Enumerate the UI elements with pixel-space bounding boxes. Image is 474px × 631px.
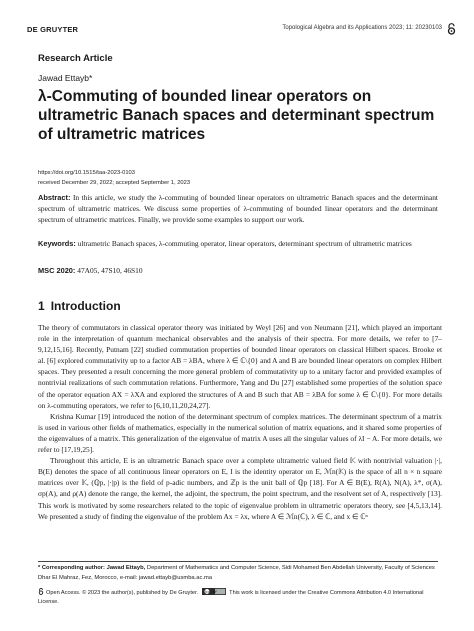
license-note bbox=[38, 588, 438, 607]
abstract-label: Abstract: bbox=[38, 193, 71, 202]
introduction-body bbox=[38, 322, 442, 522]
paragraph: The theory of commutators in classical operator theory was initiated by Weyl [26] and von Neumann [21], which played an important role in the interpretation of quantum mechanical observables and the analysis of their spectra. For more details, we refer to [7–9,12,15,16]. Recently, Putnam [22] studied commutation properties of bounded linear operators on classical Hilbert spaces. Brooke et al. [6] explored commutativity up to a factor AB = λBA, where λ ∈ ℂ\{0} and A and B are bounded linear operators on complex Hilbert spaces. They presented a result concerning the more general problem of commutativity up to a unitary factor and provided examples of nontrivial realizations of such commutation relations. Furthermore, Yang and Du [27] established some properties of the solution space of the operator equation AX = λXA and explored the structures of A and B such that AB = λBA for some λ ∈ ℂ\{0}. For more details on λ-commuting operators, we refer to [6,10,11,20,24,27]. bbox=[38, 323, 442, 410]
msc-codes bbox=[38, 265, 143, 276]
keywords-label: Keywords: bbox=[38, 239, 76, 248]
section-title: Introduction bbox=[50, 299, 121, 313]
paragraph: Throughout this article, E is an ultrametric Banach space over a complete ultrametric valued field 𝕂 with nontrivial valuation |·|, B(E) denotes the space of all continuous linear operators on E, I is the identity operator on E, ℳn(𝕂) is the space of all n × n square matrices over 𝕂, (ℚp, |·|p) is the field of p-adic numbers, and ℤp is the unit ball of ℚp [18]. For A ∈ B(E), R(A), N(A), λ*, σ(A), σp(A), and ρ(A) denote the range, the kernel, the adjoint, the spectrum, the point spectrum, and the resolvent set of A, respectively [13]. This work is motivated by some researchers related to the topic of eigenvalue problem in ultrametric operators theory, see [4,5,13,14]. We presented a study of finding the eigenvalue of the problem Ax = λx, where A ∈ ℳn(ℂ), λ ∈ ℂ, and x ∈ ℂⁿ bbox=[38, 456, 442, 521]
cc-by-license-icon[interactable] bbox=[202, 588, 226, 595]
abstract bbox=[38, 192, 438, 225]
footnote-text: Department of Mathematics and Computer Science, Sidi Mohamed Ben Abdellah University, Faculty of Sciences Dhar El Mahraz, Fez, Morocco, e-mail: jawad.ettayb@usmba.ac.ma bbox=[38, 565, 435, 581]
paragraph: Krishna Kumar [19] introduced the notion of the determinant spectrum of complex matrices. The determinant spectrum of a matrix is used in various other fields of mathematics, especially in the numerical solution of matrix equations, and it shared some properties of the eigenvalues of a matrix. This generalization of the eigenvalue of matrix A uses all the singular values of λI − A. For more details, we refer to [17,19,25]. bbox=[38, 411, 442, 455]
msc-text: 47A05, 47S10, 46S10 bbox=[77, 266, 143, 275]
doi-link[interactable]: https://doi.org/10.1515/taa-2023-0103 bbox=[38, 170, 136, 176]
publisher-name: DE GRUYTER bbox=[27, 25, 79, 34]
running-header bbox=[27, 25, 456, 39]
license-text-start: Open Access. © 2023 the author(s), published by De Gruyter. bbox=[46, 590, 199, 596]
section-heading bbox=[38, 299, 121, 313]
license-text-end: This work is licensed under the Creative Commons Attribution 4.0 International License. bbox=[38, 590, 424, 605]
received-accepted-dates: received December 29, 2022; accepted September 1, 2023 bbox=[38, 180, 191, 186]
article-title: λ-Commuting of bounded linear operators on ultrametric Banach spaces and determinant spectrum of ultrametric matrices bbox=[38, 88, 435, 143]
open-access-icon[interactable] bbox=[447, 23, 456, 35]
footnote-label: * Corresponding author: Jawad Ettayb, bbox=[38, 565, 146, 571]
corresponding-author-footnote bbox=[38, 564, 438, 583]
author-name: Jawad Ettayb* bbox=[38, 73, 93, 83]
section-number: 1 bbox=[38, 299, 45, 313]
article-type: Research Article bbox=[38, 53, 113, 64]
open-access-icon bbox=[38, 588, 44, 595]
journal-citation: Topological Algebra and its Applications 2023; 11: 20230103 bbox=[282, 25, 442, 31]
footnote-divider bbox=[38, 561, 438, 562]
msc-label: MSC 2020: bbox=[38, 266, 76, 275]
keywords bbox=[38, 238, 438, 249]
abstract-text: In this article, we study the λ-commuting of bounded linear operators on ultrametric Banach spaces and the determinant spectrum of ultrametric matrices. We discuss some properties of λ-commuting of bounded linear operators and the determinant spectrum of ultrametric matrices. Finally, we provide some examples to support our work. bbox=[38, 193, 438, 224]
keywords-text: ultrametric Banach spaces, λ-commuting operator, linear operators, determinant spectrum of ultrametric matrices bbox=[77, 239, 412, 248]
article-meta bbox=[38, 168, 190, 188]
cc-badge-label: (cc) BY bbox=[204, 589, 217, 594]
